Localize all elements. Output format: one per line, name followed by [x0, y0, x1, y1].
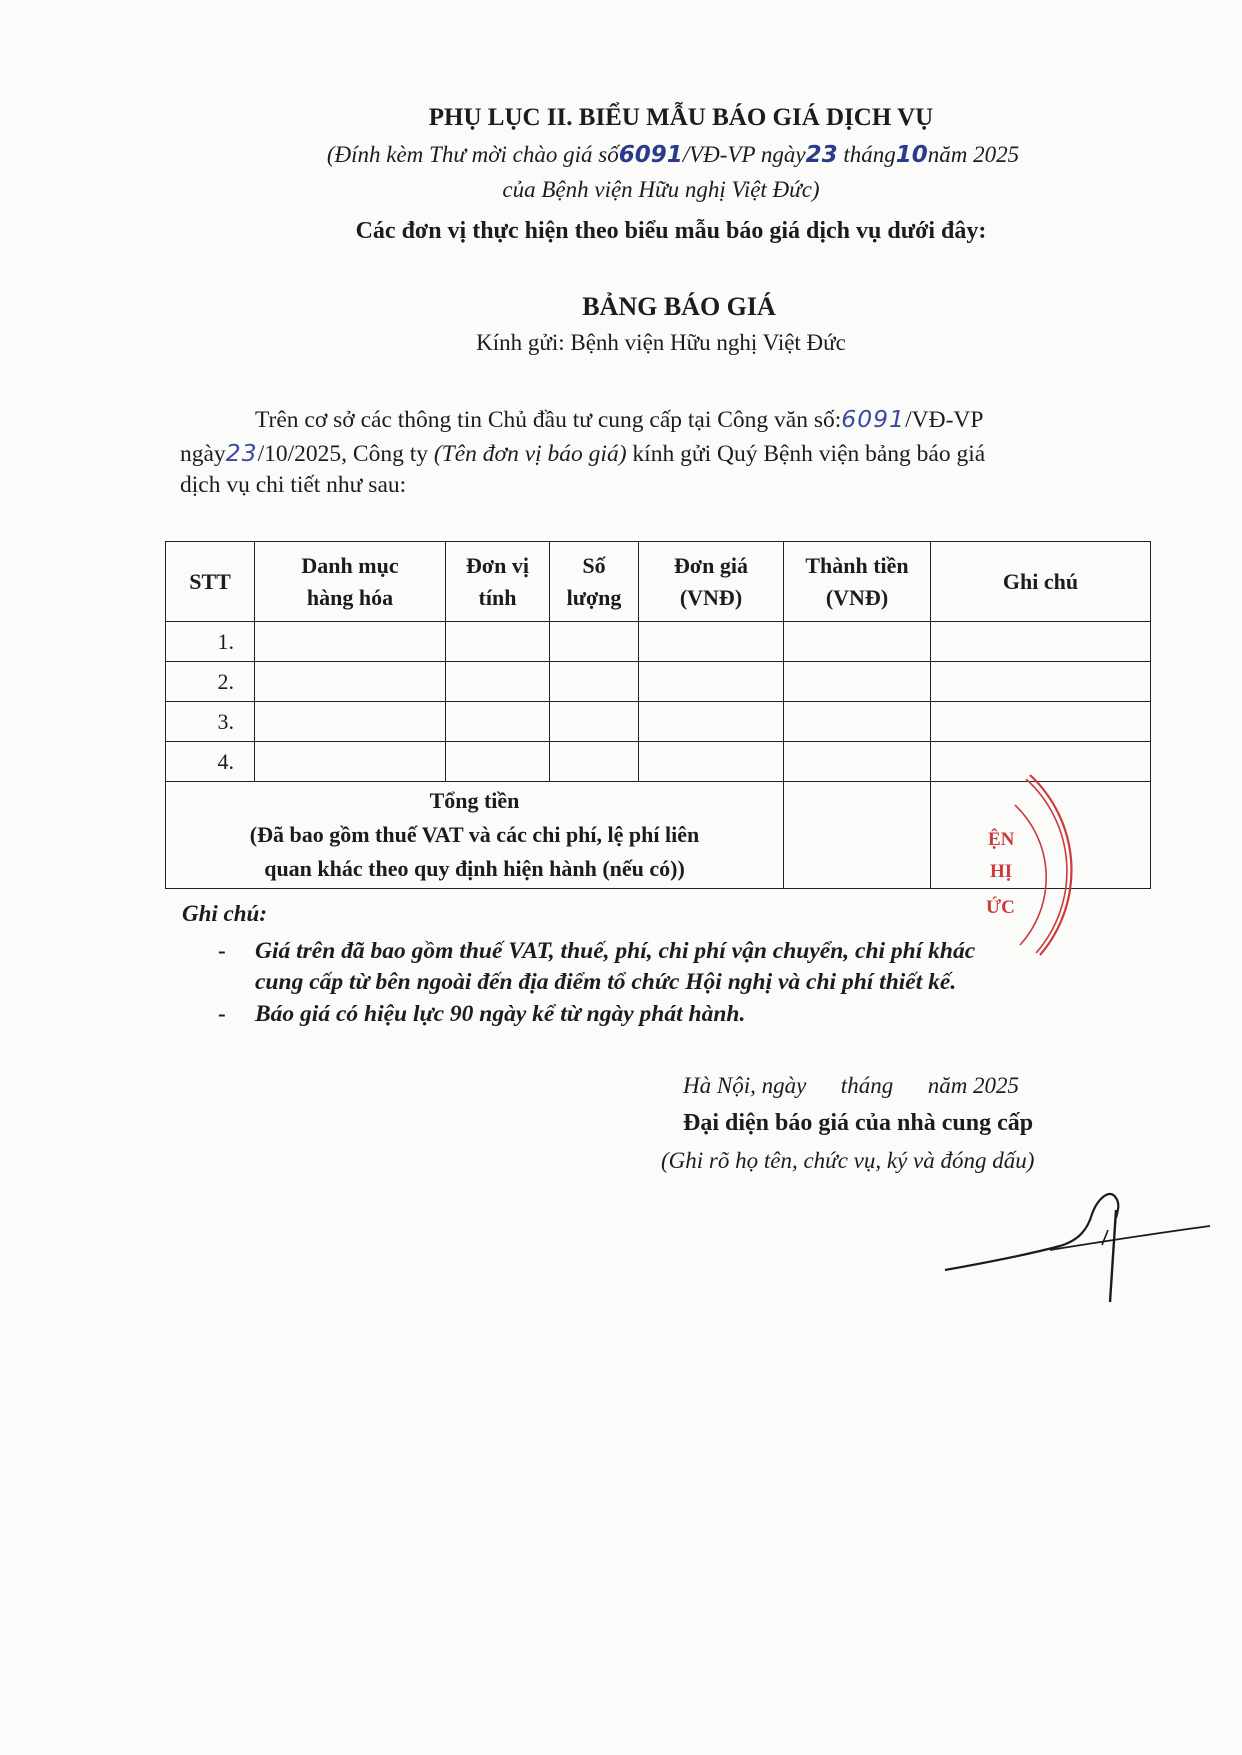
cell-quantity[interactable] — [550, 742, 639, 782]
note-1-line2: cung cấp từ bên ngoài đến địa điểm tổ chức Hội nghị và chi phí thiết kế. — [255, 969, 957, 995]
attachment-mid2: tháng — [837, 142, 896, 167]
cell-quantity[interactable] — [550, 622, 639, 662]
row-stt: 4. — [166, 742, 255, 782]
signature-date-line: Hà Nội, ngày tháng năm 2025 — [683, 1073, 1020, 1098]
cell-unit-price[interactable] — [639, 622, 784, 662]
cell-unit-price[interactable] — [639, 702, 784, 742]
total-note-line1: (Đã bao gồm thuế VAT và các chi phí, lệ phí liên — [249, 822, 700, 847]
cell-amount[interactable] — [784, 622, 931, 662]
recipient-line: Kính gửi: Bệnh viện Hữu nghị Việt Đức — [476, 330, 846, 355]
cell-amount[interactable] — [784, 662, 931, 702]
cell-amount[interactable] — [784, 702, 931, 742]
cell-quantity[interactable] — [550, 702, 639, 742]
header-line: Thành tiền — [805, 552, 909, 578]
attachment-reference — [52, 142, 1242, 168]
note-bullet: - — [218, 1001, 226, 1026]
cell-notes[interactable] — [931, 662, 1151, 702]
header-line: (VNĐ) — [679, 584, 743, 610]
cell-unit-price[interactable] — [639, 742, 784, 782]
table-row — [166, 662, 1151, 702]
intro-line-2 — [180, 439, 985, 468]
cell-item[interactable] — [255, 702, 446, 742]
signature-cross-stroke — [1050, 1226, 1210, 1250]
stamp-outer-ring-inner — [1026, 779, 1067, 953]
red-stamp — [960, 765, 1130, 965]
quote-title: BẢNG BÁO GIÁ — [582, 292, 776, 321]
total-amount-cell[interactable] — [784, 782, 931, 889]
table-header-row — [166, 542, 1151, 622]
column-header-quantity — [550, 542, 639, 622]
handwritten-doc-number: 6091 — [618, 142, 683, 168]
intro-line-1 — [255, 405, 983, 434]
signature-vertical-stroke — [1110, 1210, 1116, 1302]
header-line: tính — [478, 584, 517, 610]
intro-prefix: Trên cơ sở các thông tin Chủ đầu tư cung cấp tại Công văn số: — [255, 407, 842, 433]
cell-amount[interactable] — [784, 742, 931, 782]
company-placeholder: (Tên đơn vị báo giá) — [433, 441, 627, 467]
notes-label: Ghi chú: — [182, 901, 267, 926]
column-header-unit-price — [639, 542, 784, 622]
cell-item[interactable] — [255, 662, 446, 702]
instruction-heading: Các đơn vị thực hiện theo biểu mẫu báo giá dịch vụ dưới đây: — [355, 218, 987, 244]
stamp-text-1: ỆN — [988, 829, 1015, 850]
row-stt: 1. — [166, 622, 255, 662]
cell-item[interactable] — [255, 622, 446, 662]
cell-unit[interactable] — [446, 662, 550, 702]
intro-day-prefix: ngày — [180, 441, 226, 467]
stamp-text-3: ỨC — [986, 897, 1015, 918]
header-line: Ghi chú — [1002, 568, 1079, 594]
signature-title: Đại diện báo giá của nhà cung cấp — [683, 1110, 1034, 1136]
column-header-unit — [446, 542, 550, 622]
header-line: Danh mục — [301, 552, 399, 578]
cell-item[interactable] — [255, 742, 446, 782]
attachment-mid1: /VĐ-VP ngày — [682, 142, 806, 167]
handwritten-day: 23 — [225, 439, 258, 467]
header-line: (VNĐ) — [825, 584, 889, 610]
table-row — [166, 622, 1151, 662]
cell-unit[interactable] — [446, 622, 550, 662]
column-header-item — [255, 542, 446, 622]
header-line: STT — [189, 568, 231, 594]
handwritten-doc-number: 6091 — [841, 405, 906, 433]
cell-unit[interactable] — [446, 742, 550, 782]
row-stt: 3. — [166, 702, 255, 742]
stamp-text-2: HỊ — [990, 861, 1013, 882]
header-line: Đơn giá — [674, 552, 748, 578]
header-line: Số — [582, 552, 606, 578]
attachment-prefix: (Đính kèm Thư mời chào giá số — [326, 142, 619, 167]
header-line: hàng hóa — [306, 584, 394, 610]
signature-tick-stroke — [1102, 1230, 1108, 1245]
cell-quantity[interactable] — [550, 662, 639, 702]
row-stt: 2. — [166, 662, 255, 702]
stamp-outer-ring — [1030, 775, 1071, 955]
appendix-title: PHỤ LỤC II. BIỂU MẪU BÁO GIÁ DỊCH VỤ — [428, 104, 934, 131]
column-header-amount — [784, 542, 931, 622]
note-bullet: - — [218, 938, 226, 963]
header-line: lượng — [566, 584, 622, 610]
column-header-stt — [166, 542, 255, 622]
attachment-suffix: năm 2025 — [927, 142, 1020, 167]
signature-instruction: (Ghi rõ họ tên, chức vụ, ký và đóng dấu) — [661, 1148, 1035, 1173]
handwritten-day: 23 — [805, 142, 838, 168]
total-label-cell — [166, 782, 784, 889]
table-row — [166, 702, 1151, 742]
cell-unit[interactable] — [446, 702, 550, 742]
intro-date: /10/2025, Công ty — [257, 441, 434, 467]
note-2-line1: Báo giá có hiệu lực 90 ngày kể từ ngày phát hành. — [255, 1001, 746, 1027]
attachment-reference-line2: của Bệnh viện Hữu nghị Việt Đức) — [502, 177, 820, 202]
header-line: Đơn vị — [466, 552, 529, 578]
total-note-line2: quan khác theo quy định hiện hành (nếu có)) — [264, 856, 685, 881]
cell-notes[interactable] — [931, 622, 1151, 662]
total-label: Tổng tiền — [429, 788, 520, 813]
note-1-line1: Giá trên đã bao gồm thuế VAT, thuế, phí, chi phí vận chuyển, chi phí khác — [255, 938, 976, 964]
intro-suffix: /VĐ-VP — [905, 407, 984, 433]
signature-loop-stroke — [945, 1194, 1118, 1270]
handwritten-signature — [930, 1190, 1220, 1310]
cell-unit-price[interactable] — [639, 662, 784, 702]
column-header-notes — [931, 542, 1151, 622]
cell-notes[interactable] — [931, 702, 1151, 742]
stamp-inner-ring — [1015, 805, 1046, 945]
handwritten-month: 10 — [895, 142, 928, 168]
intro-line-3: dịch vụ chi tiết như sau: — [180, 472, 407, 498]
intro-line2-suffix: kính gửi Quý Bệnh viện bảng báo giá — [626, 441, 986, 467]
